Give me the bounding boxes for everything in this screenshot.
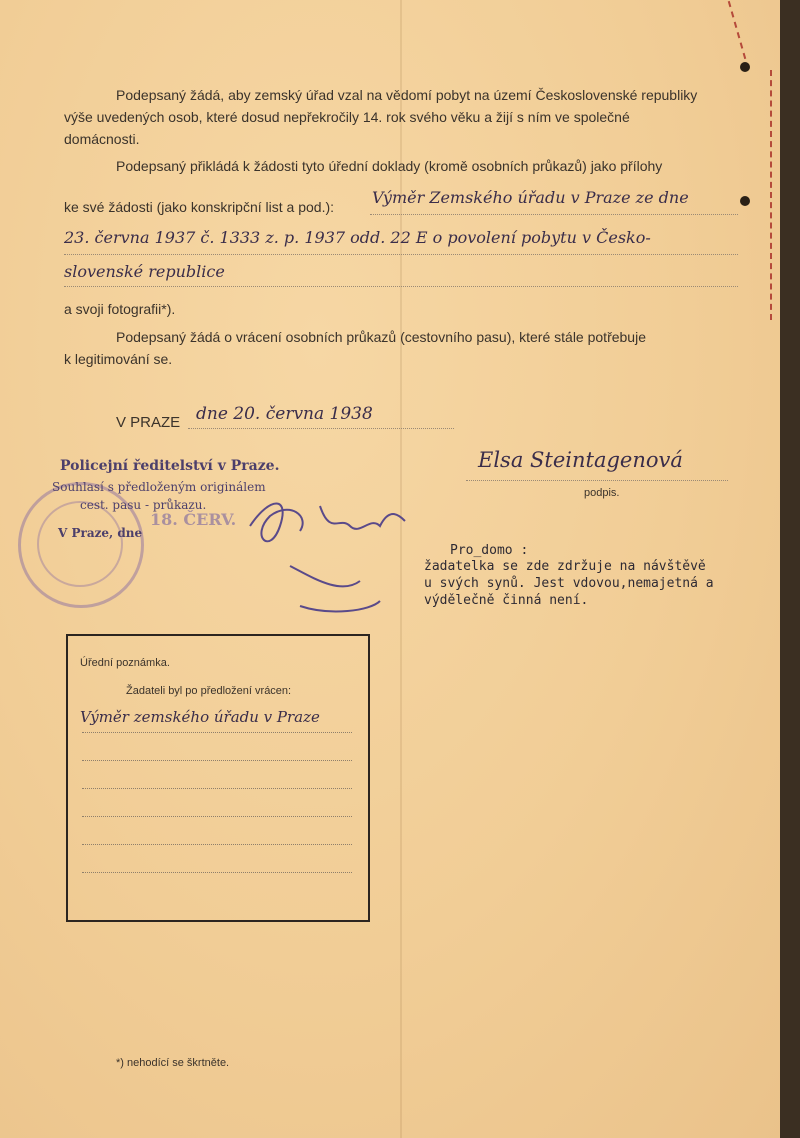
- dotted-line: [82, 788, 352, 789]
- note-box-title: Úřední poznámka.: [80, 657, 170, 669]
- stamp-line1: Policejní ředitelství v Praze.: [60, 458, 280, 474]
- punch-hole: [740, 196, 750, 206]
- note-box-subtitle: Žadateli byl po předložení vrácen:: [126, 685, 292, 697]
- dotted-line: [82, 844, 352, 845]
- binding-string: [770, 70, 772, 320]
- punch-hole: [740, 62, 750, 72]
- dotted-line: [64, 286, 738, 287]
- para2-line2: ke své žádosti (jako konskripční list a pod.):: [64, 199, 335, 215]
- para3-line2: k legitimování se.: [64, 351, 173, 367]
- para1-line3: domácnosti.: [64, 131, 140, 147]
- pro-domo-line3: výdělečně činná není.: [424, 593, 589, 608]
- para1-line1: Podepsaný žádá, aby zemský úřad vzal na vědomí pobyt na území Československé republiky: [116, 87, 698, 103]
- handwritten-docs-line1: Výměr Zemského úřadu v Praze ze dne: [372, 188, 689, 207]
- para1-line2: výše uvedených osob, které dosud nepřekročily 14. rok svého věku a žijí s ním ve společné: [64, 109, 630, 125]
- stamp-line2: Souhlasí s předloženým originálem: [52, 480, 266, 494]
- place-label: V PRAZE: [116, 414, 181, 431]
- signature: Elsa Steintagenová: [478, 448, 683, 472]
- official-initials-scribble: [230, 476, 420, 626]
- para3-line1: Podepsaný žádá o vrácení osobních průkazů (cestovního pasu), které stále potřebuje: [116, 329, 646, 345]
- stamp-line4: V Praze, dne: [58, 526, 143, 540]
- dotted-line: [82, 760, 352, 761]
- date-stamp: 18. ČERV.: [150, 510, 237, 529]
- para2-line3: a svoji fotografii*).: [64, 301, 176, 317]
- handwritten-docs-line3: slovenské republice: [64, 262, 225, 281]
- handwritten-date: dne 20. června 1938: [196, 404, 373, 424]
- pro-domo-line1: žadatelka se zde zdržuje na návštěvě: [424, 559, 706, 574]
- stamp-line3: cest. pasu - průkazu.: [80, 498, 207, 512]
- dotted-line: [370, 214, 738, 215]
- dark-background-edge: [780, 0, 800, 1138]
- pro-domo-title: Pro_domo :: [450, 543, 529, 558]
- official-note-box: [66, 634, 370, 922]
- footnote: *) nehodící se škrtněte.: [116, 1057, 230, 1069]
- dotted-line: [82, 816, 352, 817]
- signature-label: podpis.: [584, 487, 620, 499]
- signature-line: [466, 480, 728, 481]
- binding-string: [728, 1, 746, 59]
- dotted-line: [82, 872, 352, 873]
- dotted-line: [82, 732, 352, 733]
- para2-line1: Podepsaný přikládá k žádosti tyto úřední doklady (kromě osobních průkazů) jako přílohy: [116, 158, 663, 174]
- note-box-entry: Výměr zemského úřadu v Praze: [80, 708, 320, 726]
- pro-domo-line2: u svých synů. Jest vdovou,nemajetná a: [424, 576, 714, 591]
- handwritten-docs-line2: 23. června 1937 č. 1333 z. p. 1937 odd. 22 E o povolení pobytu v Česko-: [64, 228, 651, 247]
- dotted-line: [64, 254, 738, 255]
- dotted-line: [188, 428, 454, 429]
